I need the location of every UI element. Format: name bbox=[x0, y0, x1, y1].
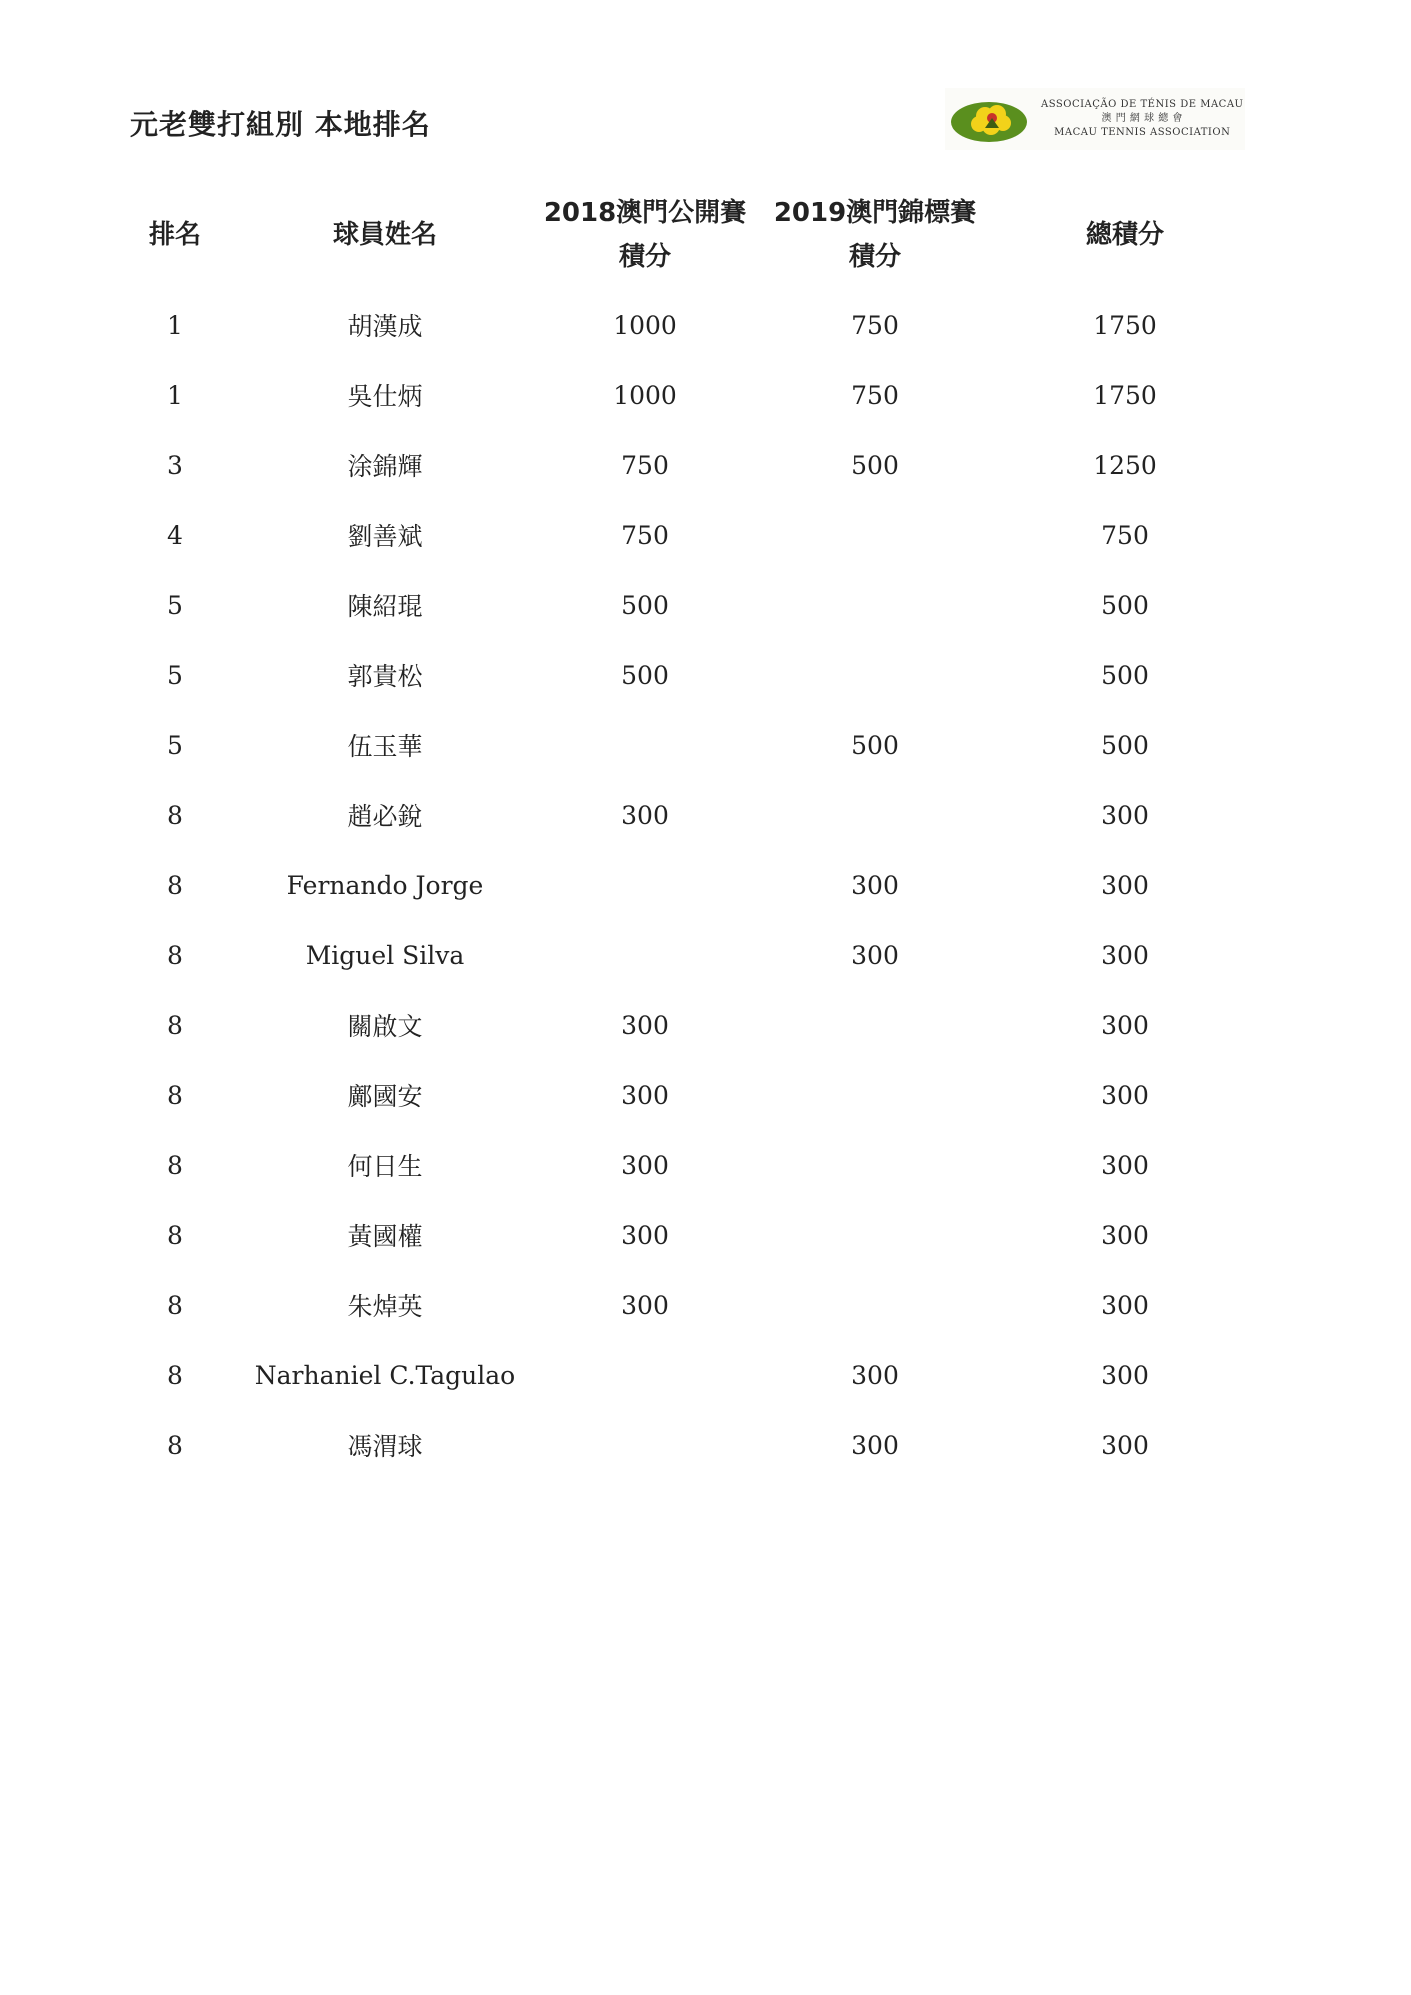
cell-rank: 1 bbox=[167, 310, 183, 340]
cell-name: 胡漢成 bbox=[347, 312, 423, 341]
table-row bbox=[110, 640, 1260, 710]
cell-name: Miguel Silva bbox=[305, 940, 465, 970]
cell-2019-points bbox=[760, 1270, 990, 1340]
cell-name: 劉善斌 bbox=[347, 522, 423, 551]
header-total: 總積分 bbox=[1085, 220, 1164, 250]
cell-name: 趙必銳 bbox=[347, 802, 423, 831]
cell-rank: 3 bbox=[167, 450, 183, 480]
cell-total: 500 bbox=[1101, 660, 1149, 690]
cell-rank: 8 bbox=[167, 1080, 183, 1110]
cell-total: 750 bbox=[1101, 520, 1149, 550]
cell-2019-points: 300 bbox=[851, 1430, 899, 1460]
ranking-table bbox=[110, 180, 1260, 1480]
cell-2018-points bbox=[530, 1410, 760, 1480]
cell-total: 500 bbox=[1101, 590, 1149, 620]
cell-2019-points bbox=[760, 640, 990, 710]
cell-total: 300 bbox=[1101, 940, 1149, 970]
header-2018-subtitle: 積分 bbox=[618, 242, 671, 272]
cell-total: 1750 bbox=[1093, 310, 1157, 340]
cell-total: 300 bbox=[1101, 1220, 1149, 1250]
table-row bbox=[110, 1060, 1260, 1130]
cell-2018-points: 300 bbox=[621, 1150, 669, 1180]
cell-2019-points bbox=[760, 1130, 990, 1200]
cell-2019-points bbox=[760, 990, 990, 1060]
cell-rank: 8 bbox=[167, 800, 183, 830]
cell-total: 300 bbox=[1101, 1080, 1149, 1110]
cell-2018-points: 500 bbox=[621, 590, 669, 620]
table-row bbox=[110, 1340, 1260, 1410]
cell-name: 陳紹琨 bbox=[347, 592, 423, 621]
cell-2018-points: 750 bbox=[621, 450, 669, 480]
table-header-row bbox=[110, 180, 1260, 290]
header-2018-points bbox=[530, 180, 760, 290]
logo-text-chinese: 澳 門 網 球 總 會 bbox=[1101, 113, 1183, 124]
cell-name: 伍玉華 bbox=[347, 732, 423, 761]
cell-rank: 4 bbox=[167, 520, 183, 550]
cell-total: 300 bbox=[1101, 1430, 1149, 1460]
cell-2019-points: 300 bbox=[851, 940, 899, 970]
cell-2019-points bbox=[760, 1200, 990, 1270]
cell-2018-points: 300 bbox=[621, 1290, 669, 1320]
header-2019-points bbox=[760, 180, 990, 290]
table-row bbox=[110, 920, 1260, 990]
cell-total: 1250 bbox=[1093, 450, 1157, 480]
page-title: 元老雙打組別 本地排名 bbox=[130, 108, 431, 141]
cell-2018-points: 300 bbox=[621, 1220, 669, 1250]
cell-name: 關啟文 bbox=[347, 1012, 423, 1041]
cell-name: 涂錦輝 bbox=[347, 452, 423, 481]
cell-2019-points: 300 bbox=[851, 870, 899, 900]
table-row bbox=[110, 570, 1260, 640]
cell-rank: 8 bbox=[167, 1220, 183, 1250]
cell-rank: 5 bbox=[167, 730, 183, 760]
cell-name: Narhaniel C.Tagulao bbox=[254, 1360, 516, 1390]
header-2018-title: 2018澳門公開賽 bbox=[543, 198, 747, 228]
cell-2018-points bbox=[530, 850, 760, 920]
table-row bbox=[110, 360, 1260, 430]
cell-total: 500 bbox=[1101, 730, 1149, 760]
table-row bbox=[110, 1130, 1260, 1200]
cell-total: 300 bbox=[1101, 1360, 1149, 1390]
cell-rank: 8 bbox=[167, 1150, 183, 1180]
cell-rank: 8 bbox=[167, 1430, 183, 1460]
cell-2018-points: 750 bbox=[621, 520, 669, 550]
header-2019-subtitle: 積分 bbox=[848, 242, 901, 272]
cell-rank: 8 bbox=[167, 1360, 183, 1390]
header-2019-title: 2019澳門錦標賽 bbox=[773, 198, 977, 228]
cell-total: 300 bbox=[1101, 800, 1149, 830]
cell-name: 郭貴松 bbox=[347, 662, 423, 691]
cell-2019-points bbox=[760, 500, 990, 570]
cell-total: 300 bbox=[1101, 1010, 1149, 1040]
cell-2019-points bbox=[760, 570, 990, 640]
cell-2019-points: 500 bbox=[851, 730, 899, 760]
cell-2018-points: 1000 bbox=[613, 380, 677, 410]
cell-2018-points: 300 bbox=[621, 800, 669, 830]
table-row bbox=[110, 990, 1260, 1060]
cell-2018-points: 300 bbox=[621, 1010, 669, 1040]
cell-total: 1750 bbox=[1093, 380, 1157, 410]
cell-total: 300 bbox=[1101, 1150, 1149, 1180]
cell-2018-points: 500 bbox=[621, 660, 669, 690]
cell-name: Fernando Jorge bbox=[286, 870, 484, 900]
cell-name: 何日生 bbox=[347, 1152, 423, 1181]
cell-2019-points bbox=[760, 1060, 990, 1130]
header-rank: 排名 bbox=[148, 220, 201, 250]
table-row bbox=[110, 1200, 1260, 1270]
cell-2018-points bbox=[530, 920, 760, 990]
table-row bbox=[110, 1270, 1260, 1340]
cell-rank: 8 bbox=[167, 1290, 183, 1320]
cell-2019-points: 750 bbox=[851, 310, 899, 340]
cell-2019-points bbox=[760, 780, 990, 850]
cell-name: 吳仕炳 bbox=[347, 382, 423, 411]
cell-2018-points bbox=[530, 1340, 760, 1410]
logo-text-english: MACAU TENNIS ASSOCIATION bbox=[1054, 127, 1231, 138]
table-row bbox=[110, 1410, 1260, 1480]
cell-2018-points: 1000 bbox=[613, 310, 677, 340]
table-row bbox=[110, 780, 1260, 850]
cell-name: 鄺國安 bbox=[347, 1082, 423, 1111]
table-row bbox=[110, 290, 1260, 360]
cell-name: 黃國權 bbox=[347, 1222, 423, 1251]
table-row bbox=[110, 500, 1260, 570]
cell-rank: 8 bbox=[167, 940, 183, 970]
cell-name: 馮渭球 bbox=[347, 1432, 423, 1461]
cell-rank: 5 bbox=[167, 590, 183, 620]
cell-rank: 1 bbox=[167, 380, 183, 410]
cell-rank: 8 bbox=[167, 1010, 183, 1040]
cell-name: 朱焯英 bbox=[347, 1292, 423, 1321]
association-logo bbox=[945, 88, 1245, 150]
cell-rank: 5 bbox=[167, 660, 183, 690]
cell-rank: 8 bbox=[167, 870, 183, 900]
table-row bbox=[110, 710, 1260, 780]
cell-2019-points: 750 bbox=[851, 380, 899, 410]
cell-2018-points: 300 bbox=[621, 1080, 669, 1110]
cell-2019-points: 500 bbox=[851, 450, 899, 480]
cell-2019-points: 300 bbox=[851, 1360, 899, 1390]
table-row bbox=[110, 850, 1260, 920]
logo-text-portuguese: ASSOCIAÇÃO DE TÉNIS DE MACAU bbox=[1041, 99, 1244, 110]
cell-2018-points bbox=[530, 710, 760, 780]
table-row bbox=[110, 430, 1260, 500]
tennis-association-logo-icon bbox=[945, 88, 1037, 150]
cell-total: 300 bbox=[1101, 1290, 1149, 1320]
header-name: 球員姓名 bbox=[332, 220, 437, 250]
cell-total: 300 bbox=[1101, 870, 1149, 900]
